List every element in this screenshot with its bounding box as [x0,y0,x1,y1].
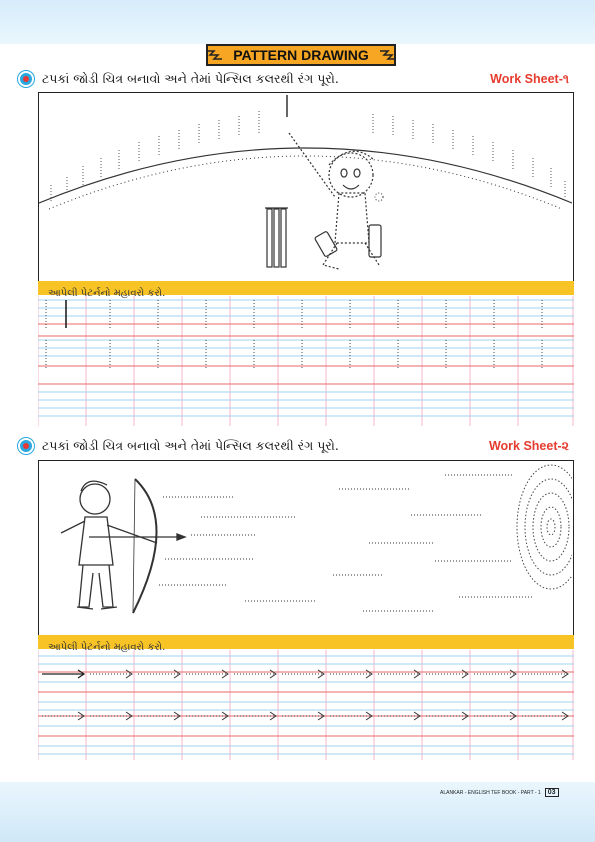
zigzag-right-icon [380,49,396,61]
picture-frame-1 [38,92,574,282]
ruled-lines-2 [38,650,574,768]
zigzag-left-icon [206,49,222,61]
page-number: 03 [545,788,559,797]
title-banner [206,44,396,66]
bullet-icon [18,71,34,87]
archer-dot-picture [39,461,572,634]
ruled-lines-1 [38,296,574,426]
practice-header-1 [38,281,574,299]
worksheet-label-2: Work Sheet-૨ [488,439,569,453]
practice-lines-1 [38,296,574,426]
page-footer [440,788,559,797]
instruction-row-2 [18,436,339,456]
cricket-dot-picture [39,93,572,280]
instruction-row-1 [18,69,339,89]
top-decorative-band [0,0,595,44]
instruction-text-2: ટપકાં જોડી ચિત્ર બનાવો અને તેમાં પેન્સિલ કલરથી રંગ પૂરો. [42,438,339,453]
book-title: ALANKAR - ENGLISH TEF BOOK - PART - 1 [440,789,541,796]
practice-header-2 [38,635,574,653]
practice-lines-2 [38,650,574,768]
worksheet-label-1: Work Sheet-૧ [490,72,569,86]
picture-frame-2 [38,460,574,636]
practice-label-1: આપેલી પેટર્નનો મહાવરો કરો. [48,288,166,299]
page-title: PATTERN DRAWING [233,47,369,63]
practice-label-2: આપેલી પેટર્નનો મહાવરો કરો. [48,642,166,653]
instruction-text-1: ટપકાં જોડી ચિત્ર બનાવો અને તેમાં પેન્સિલ કલરથી રંગ પૂરો. [42,71,339,86]
bullet-icon [18,438,34,454]
